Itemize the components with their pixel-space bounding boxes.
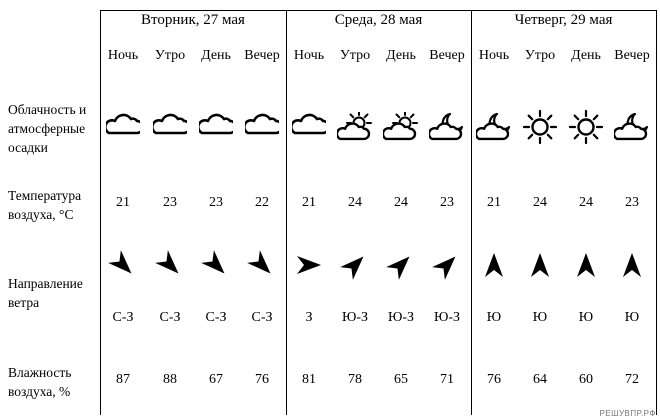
temperature-value: 22 [255, 195, 269, 210]
temperature-value: 24 [394, 195, 408, 210]
period-label: Ночь [293, 48, 325, 63]
arrow-s-icon [609, 250, 655, 290]
period-label: Ночь [478, 48, 510, 63]
wind-direction-value: З [305, 310, 313, 325]
arrow-sw-icon [424, 250, 470, 290]
day-divider-2 [471, 10, 472, 415]
period-label: День [386, 48, 416, 63]
watermark: РЕШУВПР.РФ [599, 409, 656, 418]
table-border-right [656, 10, 657, 415]
period-label: Утро [524, 48, 556, 63]
temperature-value: 23 [440, 195, 454, 210]
temperature-value: 21 [116, 195, 130, 210]
moon-cloud-icon [424, 112, 470, 152]
wind-direction-value: Ю-З [387, 310, 415, 325]
arrow-nw-icon [100, 250, 146, 290]
arrow-sw-icon [332, 250, 378, 290]
wind-direction-value: Ю [578, 310, 594, 325]
table-top-border [100, 10, 656, 11]
humidity-value: 71 [440, 372, 454, 387]
temperature-value: 23 [209, 195, 223, 210]
arrow-w-icon [286, 250, 332, 290]
humidity-value: 60 [579, 372, 593, 387]
wind-direction-value: С-З [205, 310, 227, 325]
period-label: День [571, 48, 601, 63]
row-label-line: ветра [8, 295, 40, 310]
sun-icon [517, 109, 563, 149]
period-label: Вечер [429, 48, 465, 63]
wind-direction-value: Ю [624, 310, 640, 325]
row-label-line: воздуха, % [8, 384, 71, 399]
cloud-icon [286, 112, 332, 152]
moon-cloud-icon [471, 112, 517, 152]
humidity-value: 78 [348, 372, 362, 387]
row-label-line: Направление [8, 276, 83, 291]
arrow-nw-icon [239, 250, 285, 290]
wind-direction-value: С-З [159, 310, 181, 325]
humidity-value: 67 [209, 372, 223, 387]
row-label-line: Облачность и [8, 102, 87, 117]
period-label: Ночь [107, 48, 139, 63]
temperature-value: 23 [163, 195, 177, 210]
row-label-line: Влажность [8, 365, 72, 380]
day-divider-1 [286, 10, 287, 415]
day-title: Среда, 28 мая [334, 12, 423, 28]
humidity-value: 88 [163, 372, 177, 387]
row-label-line: Температура [8, 188, 82, 203]
wind-direction-value: Ю-З [433, 310, 461, 325]
cloud-icon [193, 112, 239, 152]
sun-icon [563, 109, 609, 149]
sun-cloud-icon [332, 112, 378, 152]
wind-direction-value: С-З [251, 310, 273, 325]
humidity-value: 76 [487, 372, 501, 387]
temperature-value: 21 [302, 195, 316, 210]
cloud-icon [239, 112, 285, 152]
humidity-value: 87 [116, 372, 130, 387]
temperature-value: 24 [348, 195, 362, 210]
humidity-value: 81 [302, 372, 316, 387]
sun-cloud-icon [378, 112, 424, 152]
row-label-humidity [8, 363, 100, 401]
wind-direction-value: Ю-З [341, 310, 369, 325]
arrow-s-icon [563, 250, 609, 290]
row-label-cloudiness [8, 100, 100, 157]
row-label-temperature [8, 186, 100, 224]
day-title: Четверг, 29 мая [514, 12, 613, 28]
arrow-s-icon [471, 250, 517, 290]
cloud-icon [147, 112, 193, 152]
period-label: Вечер [244, 48, 280, 63]
period-label: Утро [154, 48, 186, 63]
temperature-value: 24 [533, 195, 547, 210]
arrow-sw-icon [378, 250, 424, 290]
moon-cloud-icon [609, 112, 655, 152]
period-label: Утро [339, 48, 371, 63]
cloud-icon [100, 112, 146, 152]
wind-direction-value: Ю [532, 310, 548, 325]
wind-direction-value: Ю [486, 310, 502, 325]
temperature-value: 21 [487, 195, 501, 210]
temperature-value: 23 [625, 195, 639, 210]
arrow-nw-icon [193, 250, 239, 290]
row-label-line: осадки [8, 140, 48, 155]
temperature-value: 24 [579, 195, 593, 210]
wind-direction-value: С-З [112, 310, 134, 325]
humidity-value: 65 [394, 372, 408, 387]
arrow-nw-icon [147, 250, 193, 290]
row-label-line: воздуха, °С [8, 207, 74, 222]
arrow-s-icon [517, 250, 563, 290]
humidity-value: 76 [255, 372, 269, 387]
humidity-value: 72 [625, 372, 639, 387]
period-label: День [201, 48, 231, 63]
table-border-left [100, 10, 101, 415]
humidity-value: 64 [533, 372, 547, 387]
row-label-wind [8, 274, 100, 312]
row-label-line: атмосферные [8, 121, 86, 136]
period-label: Вечер [614, 48, 650, 63]
day-title: Вторник, 27 мая [141, 12, 245, 28]
